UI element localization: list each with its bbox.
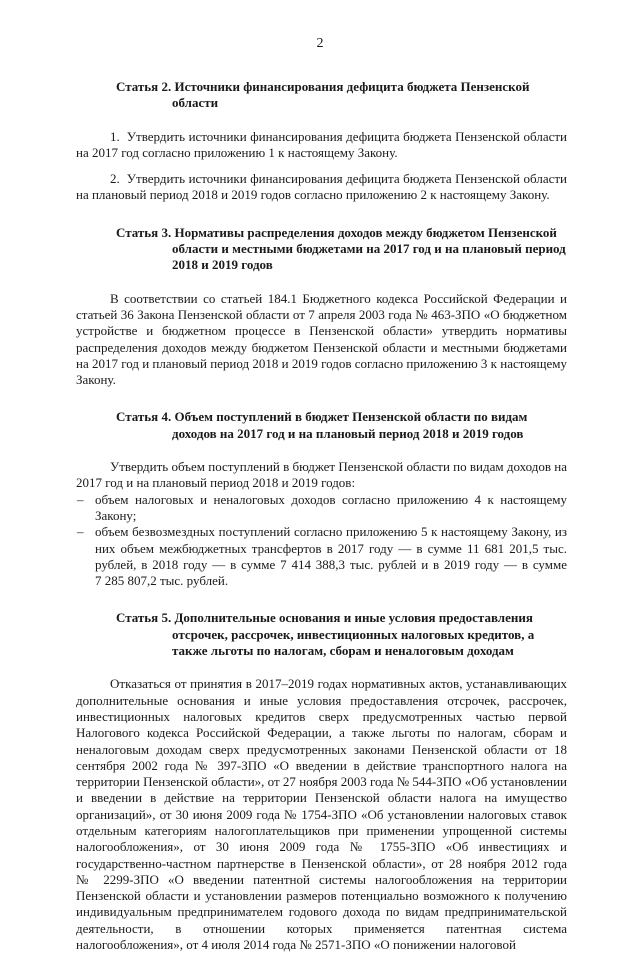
page-number: 2 (316, 36, 324, 51)
article-3-heading: Статья 3. Нормативы распределения доходов между бюджетом Пензенской области и местными бюджетами на 2017 год и на плановый период 2018 и 2019 годов (116, 224, 566, 273)
article-4-heading: Статья 4. Объем поступлений в бюджет Пензенской области по видам доходов на 2017 год и на плановый период 2018 и 2019 годов (116, 409, 528, 441)
list-item (76, 524, 567, 589)
article-2-item-1: 1. Утвердить источники финансирования дефицита бюджета Пензенской области на 2017 год согласно приложению 1 к настоящему Закону. (76, 128, 567, 160)
dash-marker: – (77, 524, 84, 540)
document-body (76, 79, 567, 953)
list-item (76, 492, 567, 525)
article-4-list (76, 492, 567, 590)
article-5-heading: Статья 5. Дополнительные основания и иные условия предоставления отсрочек, рассрочек, инвестиционных налоговых кредитов, а также льготы по налогам, сборам и неналоговым доходам (116, 610, 535, 659)
list-item-text: объем безвозмездных поступлений согласно приложению 5 к настоящему Закону, из них объем межбюджетных трансфертов в 2017 году — в сумме 11 681 201,5 тыс. рублей, в 2018 году — в сумме 7 414 388,3 тыс. рублей и в 2019 году — в сумме 7 285 807,2 тыс. рублей. (95, 524, 567, 589)
list-item-text: объем налоговых и неналоговых доходов согласно приложению 4 к настоящему Закону; (95, 491, 567, 523)
article-3-paragraph: В соответствии со статьей 184.1 Бюджетного кодекса Российской Федерации и статьей 36 Закона Пензенской области от 7 апреля 2003 года № 463-ЗПО «О бюджетном устройстве и бюджетном процессе в Пензенской области» утвердить нормативы распределения доходов между бюджетом Пензенской области и местными бюджетами на 2017 год и плановый период 2018 и 2019 годов согласно приложению 3 к настоящему Закону. (76, 290, 567, 388)
article-5-paragraph: Отказаться от принятия в 2017–2019 годах нормативных актов, устанавливающих дополнительные основания и иные условия предоставления отсрочек, рассрочек, инвестиционных налоговых кредитов сверх предусмотренных частью первой Налогового кодекса Российской Федерации, а также льготы по налогам, сборам и неналоговым доходам сверх предусмотренных законами Пензенской области от 18 сентября 2002 года № 397-ЗПО «О введении в действие транспортного налога на территории Пензенской области», от 27 ноября 2003 года № 544-ЗПО «Об установлении и введении в действие на территории Пензенской области налога на имущество организаций», от 30 июня 2009 года № 1754-ЗПО «Об установлении налоговых ставок отдельным категориям налогоплательщиков при применении упрощенной системы налогообложения», от 30 июня 2009 года № 1755-ЗПО «Об инвестициях и государственно-частном партнерстве в Пензенской области», от 28 ноября 2012 года № 2299-ЗПО «О введении патентной системы налогообложения на территории Пензенской области и установлении размеров потенциально возможного к получению индивидуальным предпринимателем годового дохода по видам предпринимательской деятельности, в отношении которых применяется патентная система налогообложения», от 4 июля 2014 года № 2571-ЗПО «О понижении налоговой (76, 676, 567, 953)
dash-marker: – (77, 491, 84, 507)
article-2-heading: Статья 2. Источники финансирования дефицита бюджета Пензенской области (116, 79, 530, 111)
article-4-intro: Утвердить объем поступлений в бюджет Пензенской области по видам доходов на 2017 год и на плановый период 2018 и 2019 годов: (76, 459, 567, 491)
article-2-item-2: 2. Утвердить источники финансирования дефицита бюджета Пензенской области на плановый период 2018 и 2019 годов согласно приложению 2 к настоящему Закону. (76, 171, 567, 203)
